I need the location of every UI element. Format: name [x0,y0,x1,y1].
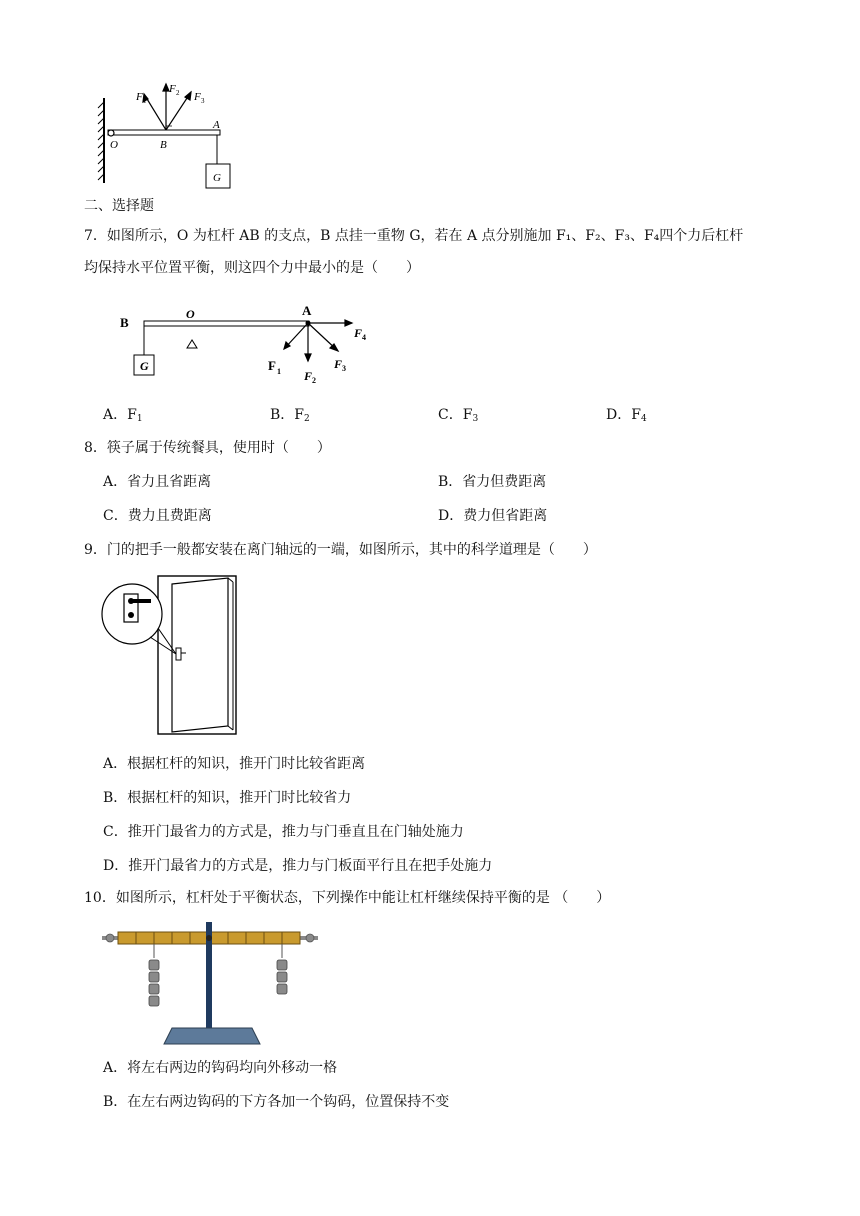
q6-label-o: O [110,139,118,151]
q6-label-b: B [160,139,167,151]
q9-option-a[interactable]: A．根据杠杆的知识，推开门时比较省距离 [103,756,366,772]
q10-stem: 10．如图所示，杠杆处于平衡状态，下列操作中能让杠杆继续保持平衡的是 （ ） [84,890,611,906]
q7-label-o: O [186,307,195,321]
q7-option-a[interactable] [103,405,143,429]
q7-option-c[interactable] [438,405,478,429]
q7-option-c-letter: C． [438,407,463,423]
q7-option-b-letter: B． [270,407,295,423]
q9-option-b[interactable]: B．根据杠杆的知识，推开门时比较省力 [103,790,352,806]
q7-option-a-sub: 1 [136,414,143,424]
q7-option-c-sub: 3 [472,414,479,424]
section-title: 二、选择题 [84,198,154,214]
q10-balance-figure [102,922,324,1048]
q7-label-f2: F [304,369,313,383]
q6-label-f1: F [136,91,143,103]
q7-lever-figure [114,298,384,388]
q8-option-c[interactable]: C．费力且费距离 [103,508,212,524]
q9-option-c[interactable]: C．推开门最省力的方式是，推力与门垂直且在门轴处施力 [103,824,464,840]
q8-stem: 8．筷子属于传统餐具，使用时（ ） [84,440,331,456]
q7-option-b-sub: 2 [304,414,310,424]
q6-label-f3-sub: 3 [201,97,205,105]
q7-label-a: A [302,303,312,318]
q7-option-b-text: F [294,407,305,423]
q7-label-f1-sub: 1 [277,367,281,376]
q8-option-a[interactable]: A．省力且省距离 [103,474,212,490]
q9-door-figure [100,574,242,738]
q7-label-g: G [140,359,149,373]
q7-option-d-sub: 4 [640,414,647,424]
q6-lever-figure [96,78,246,193]
q7-option-b[interactable] [270,405,310,429]
q9-stem: 9．门的把手一般都安装在离门轴远的一端，如图所示，其中的科学道理是（ ） [84,542,597,558]
q7-stem-line1: 7．如图所示，O 为杠杆 AB 的支点，B 点挂一重物 G，若在 A 点分别施加 F₁、F₂、F₃、F₄四个力后杠杆 [84,228,744,244]
q9-option-d[interactable]: D．推开门最省力的方式是，推力与门板面平行且在把手处施力 [103,858,493,874]
q7-label-f3: F [334,357,343,371]
q10-option-a[interactable]: A．将左右两边的钩码均向外移动一格 [103,1060,338,1076]
q7-option-c-text: F [462,407,473,423]
q6-label-f2: F [169,83,176,95]
q6-label-g: G [213,172,221,184]
q7-option-a-letter: A． [103,407,128,423]
q7-option-a-text: F [127,407,137,423]
q7-option-d-letter: D． [606,407,632,423]
q10-option-b[interactable]: B．在左右两边钩码的下方各加一个钩码，位置保持不变 [103,1094,450,1110]
q6-label-a: A [213,119,220,131]
q7-label-b: B [120,315,129,330]
q8-option-b[interactable]: B．省力但费距离 [438,474,547,490]
q7-label-f1: F [268,358,276,373]
q7-label-f4-sub: 4 [362,333,366,342]
q6-label-f1-sub: 1 [143,97,147,105]
q7-label-f4: F [354,326,363,340]
q6-label-f2-sub: 2 [176,89,180,97]
q6-label-f3: F [194,91,201,103]
q7-label-f3-sub: 3 [342,364,346,373]
q7-option-d[interactable] [606,405,647,429]
q8-option-d[interactable]: D．费力但省距离 [438,508,548,524]
q7-label-f2-sub: 2 [312,376,316,385]
q7-stem-line2: 均保持水平位置平衡，则这四个力中最小的是（ ） [84,260,420,276]
q7-option-d-text: F [631,407,641,423]
